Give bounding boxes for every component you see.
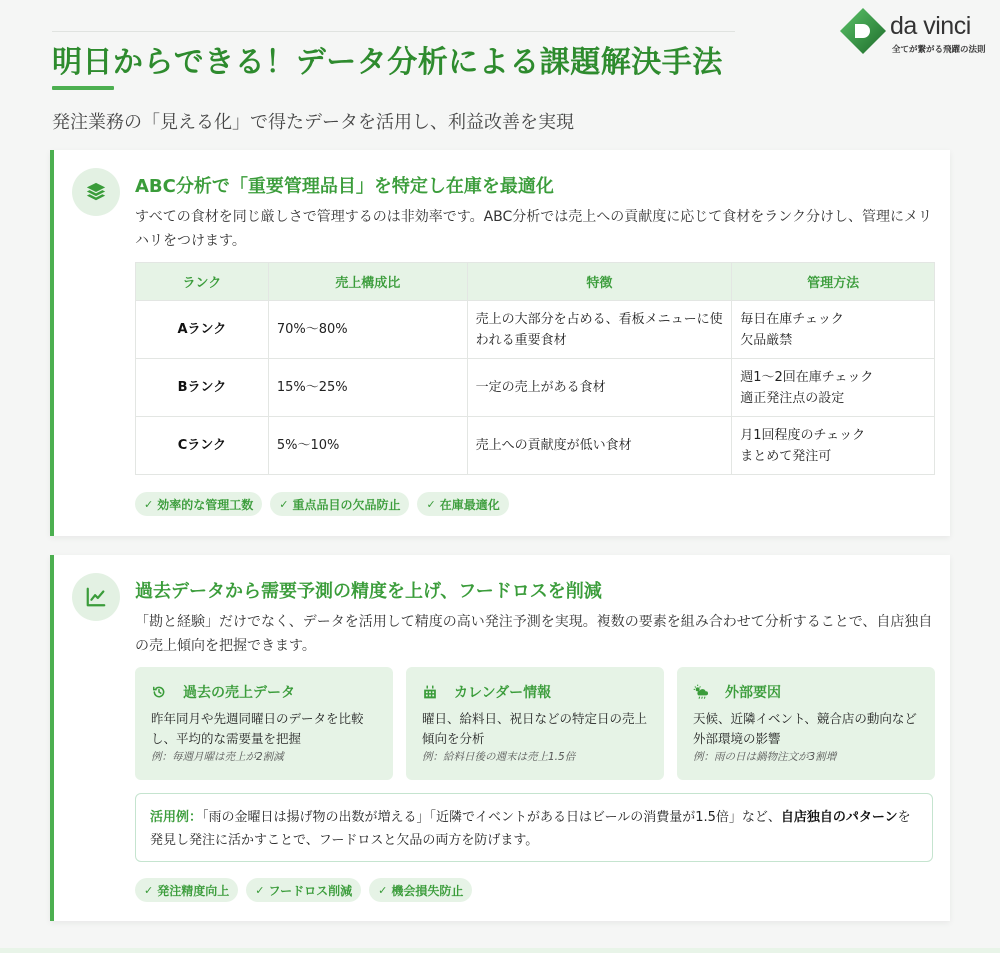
table-row xyxy=(136,301,935,359)
tag-label: 在庫最適化 xyxy=(439,497,500,512)
section-heading: 過去データから需要予測の精度を上げ、フードロスを削減 xyxy=(135,581,602,602)
share-cell: 15%〜25% xyxy=(268,359,467,417)
method-line: 適正発注点の設定 xyxy=(740,390,845,406)
method-cell xyxy=(732,359,935,417)
page-subtitle: 発注業務の「見える化」で得たデータを活用し、利益改善を実現 xyxy=(52,112,574,133)
tag-label: 機会損失防止 xyxy=(391,883,464,898)
footer-band xyxy=(0,948,1000,953)
column-header-share: 売上構成比 xyxy=(268,263,467,301)
tag-label: 効率的な管理工数 xyxy=(157,497,254,512)
calendar-icon xyxy=(422,684,438,700)
brand-logo xyxy=(838,6,998,56)
factor-title: 過去の売上データ xyxy=(183,685,295,701)
layers-icon xyxy=(72,168,120,216)
factor-example: 例：給料日後の週末は売上1.5倍 xyxy=(422,751,576,763)
share-cell: 5%〜10% xyxy=(268,417,467,475)
history-icon xyxy=(151,684,167,700)
header-rule xyxy=(52,31,735,32)
column-header-feature: 特徴 xyxy=(467,263,732,301)
factor-example: 例：雨の日は鍋物注文が3割増 xyxy=(693,751,837,763)
benefit-tag xyxy=(270,492,409,516)
factor-example: 例：毎週月曜は売上が2割減 xyxy=(151,751,284,763)
usage-text: 「雨の金曜日は揚げ物の出数が増える」「近隣でイベントがある日はビールの消費量が1.5倍」など、 xyxy=(202,810,781,825)
title-underline xyxy=(52,86,114,90)
usage-example-box xyxy=(135,793,933,862)
abc-analysis-card xyxy=(50,150,950,536)
logo-wordmark: da vinci xyxy=(890,12,971,40)
tag-label: フードロス削減 xyxy=(268,883,353,898)
method-cell xyxy=(732,301,935,359)
column-header-method: 管理方法 xyxy=(732,263,935,301)
feature-cell: 売上の大部分を占める、看板メニューに使われる重要食材 xyxy=(467,301,732,359)
factor-body: 昨年同月や先週同曜日のデータを比較し、平均的な需要量を把握 xyxy=(151,711,364,746)
tag-label: 発注精度向上 xyxy=(157,883,230,898)
method-line: 週1〜2回在庫チェック xyxy=(740,369,874,385)
green-diamond-logo-icon xyxy=(838,6,888,56)
section-description: すべての食材を同じ厳しさで管理するのは非効率です。ABC分析では売上への貢献度に応じて食材をランク分けし、管理にメリハリをつけます。 xyxy=(135,209,933,249)
feature-cell: 売上への貢献度が低い食材 xyxy=(467,417,732,475)
method-line: 毎日在庫チェック xyxy=(740,311,844,327)
factor-card-sales-history xyxy=(135,667,393,780)
usage-label: 活用例： xyxy=(150,810,203,825)
factor-title: カレンダー情報 xyxy=(454,685,552,701)
table-row xyxy=(136,417,935,475)
column-header-rank: ランク xyxy=(136,263,269,301)
feature-cell: 一定の売上がある食材 xyxy=(467,359,732,417)
logo-tagline: 全てが繋がる飛躍の法則 xyxy=(892,45,986,55)
benefit-tag xyxy=(135,878,238,902)
table-header-row xyxy=(136,263,935,301)
forecast-factors xyxy=(135,667,935,780)
check-icon: ✓ xyxy=(144,497,154,511)
factor-body: 曜日、給料日、祝日などの特定日の売上傾向を分析 xyxy=(422,711,648,746)
section-heading: ABC分析で「重要管理品目」を特定し在庫を最適化 xyxy=(135,176,554,197)
section-description: 「勘と経験」だけでなく、データを活用して精度の高い発注予測を実現。複数の要素を組み合わせて分析することで、自店独自の売上傾向を把握できます。 xyxy=(135,614,933,654)
benefit-tags xyxy=(135,878,472,902)
page-title: 明日からできる！データ分析による課題解決手法 xyxy=(52,45,723,80)
abc-rank-table xyxy=(135,262,935,475)
method-line: 月1回程度のチェック xyxy=(740,427,866,443)
benefit-tag xyxy=(417,492,508,516)
usage-emphasis: 自店独自のパターン xyxy=(780,810,898,825)
method-cell xyxy=(732,417,935,475)
demand-forecast-card xyxy=(50,555,950,921)
benefit-tag xyxy=(135,492,262,516)
factor-title: 外部要因 xyxy=(725,685,781,701)
rank-cell: Aランク xyxy=(136,301,269,359)
check-icon: ✓ xyxy=(378,883,388,897)
share-cell: 70%〜80% xyxy=(268,301,467,359)
factor-card-calendar xyxy=(406,667,664,780)
rank-cell: Cランク xyxy=(136,417,269,475)
check-icon: ✓ xyxy=(426,497,436,511)
method-line: まとめて発注可 xyxy=(740,448,832,464)
rank-cell: Bランク xyxy=(136,359,269,417)
check-icon: ✓ xyxy=(255,883,265,897)
table-row xyxy=(136,359,935,417)
weather-icon xyxy=(693,684,709,700)
factor-card-external xyxy=(677,667,935,780)
usage-text: を発見し発注に活かすことで、フードロスと欠品の両方を防げます。 xyxy=(150,810,911,848)
line-chart-icon xyxy=(72,573,120,621)
benefit-tags xyxy=(135,492,509,516)
method-line: 欠品厳禁 xyxy=(740,332,793,348)
benefit-tag xyxy=(246,878,361,902)
benefit-tag xyxy=(369,878,472,902)
factor-body: 天候、近隣イベント、競合店の動向など外部環境の影響 xyxy=(693,711,917,746)
check-icon: ✓ xyxy=(279,497,289,511)
check-icon: ✓ xyxy=(144,883,154,897)
tag-label: 重点品目の欠品防止 xyxy=(292,497,401,512)
